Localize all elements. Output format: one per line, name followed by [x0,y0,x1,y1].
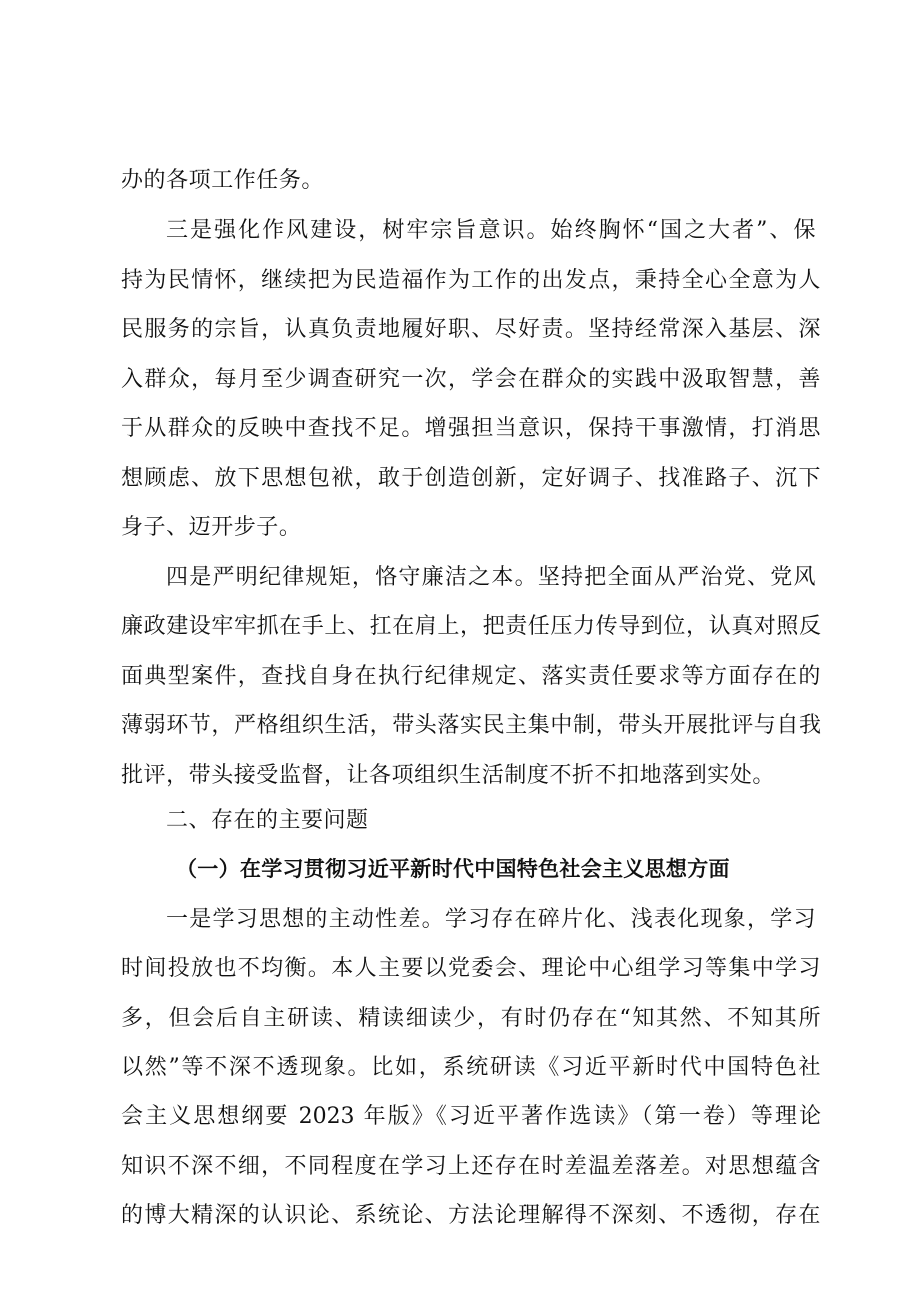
paragraph-5-line-4: 以然”等不深不透现象。比如，系统研读《习近平新时代中国特色社 [121,1055,821,1080]
paragraph-3-line-5: 于从群众的反映中查找不足。增强担当意识，保持干事激情，打消思 [121,416,821,441]
paragraph-4-line-3: 面典型案件，查找自身在执行纪律规定、落实责任要求等方面存在的 [121,664,821,689]
paragraph-5-line-2: 时间投放也不均衡。本人主要以党委会、理论中心组学习等集中学习 [121,956,821,981]
paragraph-3-line-2: 持为民情怀，继续把为民造福作为工作的出发点，秉持全心全意为人 [121,268,821,293]
paragraph-5-line-6: 知识不深不细，不同程度在学习上还存在时差温差落差。对思想蕴含 [121,1154,821,1179]
section-heading: 二、存在的主要问题 [166,808,369,833]
paragraph-4-line-2: 廉政建设牢牢抓在手上、扛在肩上，把责任压力传导到位，认真对照反 [121,614,821,639]
paragraph-4-line-1: 四是严明纪律规矩，恪守廉洁之本。坚持把全面从严治党、党风 [166,565,816,590]
paragraph-3-line-1: 三是强化作风建设，树牢宗旨意识。始终胸怀“国之大者”、保 [166,218,816,243]
paragraph-3-line-6: 想顾虑、放下思想包袱，敢于创造创新，定好调子、找准路子、沉下 [121,466,821,491]
paragraph-5-line-1: 一是学习思想的主动性差。学习存在碎片化、浅表化现象，学习 [166,907,816,932]
paragraph-4-line-5: 批评，带头接受监督，让各项组织生活制度不折不扣地落到实处。 [121,763,775,788]
paragraph-5-line-5: 会主义思想纲要 2023 年版》《习近平著作选读》（第一卷）等理论 [121,1104,821,1129]
paragraph-5-line-3: 多，但会后自主研读、精读细读少，有时仍存在“知其然、不知其所 [121,1006,821,1031]
paragraph-5-line-7: 的博大精深的认识论、系统论、方法论理解得不深刻、不透彻，存在 [121,1203,821,1228]
paragraph-4-line-4: 薄弱环节，严格组织生活，带头落实民主集中制，带头开展批评与自我 [121,713,821,738]
paragraph-3-line-3: 民服务的宗旨，认真负责地履好职、尽好责。坚持经常深入基层、深 [121,317,821,342]
sub-heading: （一）在学习贯彻习近平新时代中国特色社会主义思想方面 [176,857,730,881]
paragraph-continuation-line: 办的各项工作任务。 [121,168,324,193]
paragraph-3-line-4: 入群众，每月至少调查研究一次，学会在群众的实践中汲取智慧，善 [121,367,821,392]
paragraph-3-line-7: 身子、迈开步子。 [121,515,302,540]
